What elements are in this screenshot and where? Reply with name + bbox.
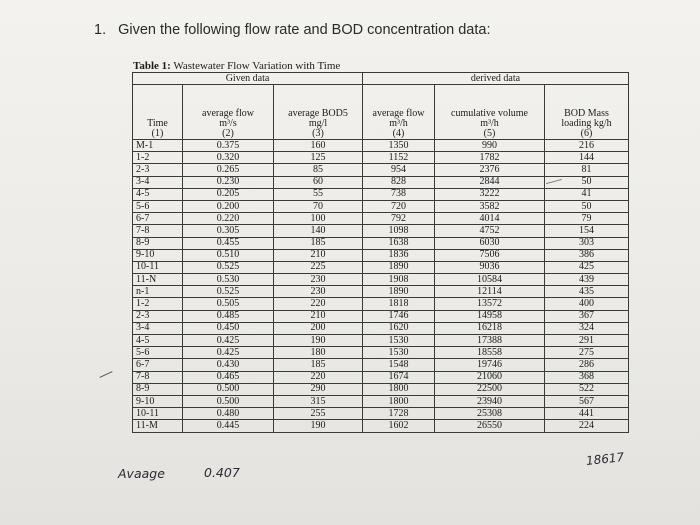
table-row: [133, 335, 629, 347]
table-cell: 400: [545, 298, 629, 310]
question-text: Given the following flow rate and BOD concentration data:: [118, 22, 491, 38]
table-cell: 11-N: [133, 274, 183, 286]
table-cell: 522: [545, 383, 629, 395]
table-row: [133, 188, 629, 200]
table-cell: 7-8: [133, 371, 183, 383]
table-cell: 1800: [363, 395, 435, 407]
column-header-line: (3): [312, 128, 324, 139]
table-cell: 0.445: [183, 420, 274, 432]
table-cell: 25308: [435, 408, 545, 420]
table-cell: 160: [274, 140, 363, 152]
table-cell: 315: [274, 395, 363, 407]
table-cell: 255: [274, 408, 363, 420]
table-cell: 10-11: [133, 408, 183, 420]
question-number: 1.: [94, 22, 107, 38]
column-header-line: m³/s: [219, 118, 237, 129]
margin-pen-mark: [99, 371, 112, 378]
table-cell: 3-4: [133, 176, 183, 188]
column-header-line: loading kg/h: [561, 118, 612, 129]
table-cell: 567: [545, 395, 629, 407]
table-row: [133, 164, 629, 176]
table-cell: 0.505: [183, 298, 274, 310]
table-cell: 4014: [435, 213, 545, 225]
column-header: [183, 85, 274, 140]
table-cell: 12114: [435, 286, 545, 298]
table-cell: 0.485: [183, 310, 274, 322]
table-cell: 303: [545, 237, 629, 249]
table-cell: 0.305: [183, 225, 274, 237]
table-cell: 5-6: [133, 200, 183, 212]
table-row: [133, 298, 629, 310]
table-cell: 10-11: [133, 261, 183, 273]
table-caption-label: Table 1:: [133, 60, 171, 72]
handwritten-average-value: 0.407: [204, 465, 240, 480]
table-cell: 6-7: [133, 359, 183, 371]
table-cell: 190: [274, 335, 363, 347]
table-row: [133, 383, 629, 395]
table-cell: 290: [274, 383, 363, 395]
question-line: [94, 22, 490, 38]
table-cell: 5-6: [133, 347, 183, 359]
group-header-derived: derived data: [363, 73, 629, 85]
table-cell: 0.450: [183, 322, 274, 334]
table-cell: 125: [274, 152, 363, 164]
column-header-line: (2): [222, 128, 234, 139]
column-header-line: m³/h: [389, 118, 408, 129]
table-row: [133, 200, 629, 212]
table-cell: 990: [435, 140, 545, 152]
table-cell: 100: [274, 213, 363, 225]
table-cell: 6030: [435, 237, 545, 249]
table-cell: 0.510: [183, 249, 274, 261]
table-cell: 1098: [363, 225, 435, 237]
table-cell: 0.480: [183, 408, 274, 420]
table-cell: 21060: [435, 371, 545, 383]
table-cell: 7506: [435, 249, 545, 261]
table-cell: 1620: [363, 322, 435, 334]
table-cell: 0.200: [183, 200, 274, 212]
table-cell: 9036: [435, 261, 545, 273]
flow-bod-table: [132, 72, 629, 433]
table-cell: 1782: [435, 152, 545, 164]
table-cell: 200: [274, 322, 363, 334]
table-cell: 0.525: [183, 286, 274, 298]
table-cell: 60: [274, 176, 363, 188]
table-row: [133, 286, 629, 298]
table-cell: 275: [545, 347, 629, 359]
table-row: [133, 213, 629, 225]
column-header-row: [133, 85, 629, 140]
table-cell: 4-5: [133, 188, 183, 200]
table-row: [133, 176, 629, 188]
table-row: [133, 249, 629, 261]
table-cell: 0.265: [183, 164, 274, 176]
table-cell: 230: [274, 286, 363, 298]
column-header: [545, 85, 629, 140]
table-cell: 225: [274, 261, 363, 273]
table-cell: 2-3: [133, 310, 183, 322]
table-cell: 210: [274, 249, 363, 261]
table-cell: 16218: [435, 322, 545, 334]
table-cell: 2376: [435, 164, 545, 176]
table-cell: 0.425: [183, 335, 274, 347]
table-cell: 144: [545, 152, 629, 164]
table-cell: 14958: [435, 310, 545, 322]
table-cell: 0.525: [183, 261, 274, 273]
column-header-line: Time: [147, 118, 168, 129]
table-cell: 7-8: [133, 225, 183, 237]
table-cell: 0.500: [183, 395, 274, 407]
table-cell: 26550: [435, 420, 545, 432]
table-cell: 954: [363, 164, 435, 176]
table-cell: 230: [274, 274, 363, 286]
column-header: [363, 85, 435, 140]
table-caption: [133, 60, 340, 72]
table-row: [133, 395, 629, 407]
table-cell: 1152: [363, 152, 435, 164]
table-cell: 0.530: [183, 274, 274, 286]
table-cell: 55: [274, 188, 363, 200]
table-cell: 19746: [435, 359, 545, 371]
table-cell: 738: [363, 188, 435, 200]
table-cell: 0.220: [183, 213, 274, 225]
table-cell: 70: [274, 200, 363, 212]
table-cell: 3222: [435, 188, 545, 200]
table-row: [133, 310, 629, 322]
table-cell: 50: [545, 176, 629, 188]
table-cell: 6-7: [133, 213, 183, 225]
column-header: [133, 85, 183, 140]
table-cell: 720: [363, 200, 435, 212]
table-row: [133, 140, 629, 152]
table-cell: 3582: [435, 200, 545, 212]
table-cell: 291: [545, 335, 629, 347]
table-row: [133, 237, 629, 249]
table-cell: 828: [363, 176, 435, 188]
table-cell: 1800: [363, 383, 435, 395]
table-cell: 190: [274, 420, 363, 432]
table-cell: 425: [545, 261, 629, 273]
table-row: [133, 359, 629, 371]
table-cell: 1728: [363, 408, 435, 420]
handwritten-bod-total: 18617: [585, 450, 625, 468]
table-cell: 8-9: [133, 383, 183, 395]
table-cell: 439: [545, 274, 629, 286]
table-cell: 0.375: [183, 140, 274, 152]
table-cell: 10584: [435, 274, 545, 286]
table-cell: 1350: [363, 140, 435, 152]
table-cell: 185: [274, 237, 363, 249]
table-cell: 140: [274, 225, 363, 237]
table-row: [133, 322, 629, 334]
column-header: [435, 85, 545, 140]
column-header-line: cumulative volume: [451, 108, 528, 119]
table-cell: 81: [545, 164, 629, 176]
table-row: [133, 371, 629, 383]
column-header-line: (4): [392, 128, 405, 139]
table-cell: 0.320: [183, 152, 274, 164]
table-row: [133, 347, 629, 359]
table-cell: 1674: [363, 371, 435, 383]
table-cell: 4752: [435, 225, 545, 237]
table-cell: 0.465: [183, 371, 274, 383]
table-cell: 792: [363, 213, 435, 225]
table-cell: 11-M: [133, 420, 183, 432]
table-cell: 85: [274, 164, 363, 176]
table-cell: 1890: [363, 286, 435, 298]
table-cell: 0.455: [183, 237, 274, 249]
table-cell: 154: [545, 225, 629, 237]
table-cell: 286: [545, 359, 629, 371]
column-header-line: average flow: [372, 108, 425, 119]
table-cell: 1890: [363, 261, 435, 273]
column-header-line: m³/h: [480, 118, 499, 129]
column-header-line: BOD Mass: [564, 108, 609, 119]
column-header: [274, 85, 363, 140]
table-cell: 2-3: [133, 164, 183, 176]
table-cell: 1602: [363, 420, 435, 432]
column-header-line: mg/l: [308, 118, 328, 129]
column-header-line: (6): [580, 128, 593, 139]
column-header-line: (1): [151, 128, 164, 139]
table-cell: 0.205: [183, 188, 274, 200]
table-caption-text: Wastewater Flow Variation with Time: [170, 60, 341, 72]
column-header-line: average BOD5: [288, 108, 348, 119]
table-cell: 220: [274, 298, 363, 310]
table-cell: 3-4: [133, 322, 183, 334]
table-cell: 386: [545, 249, 629, 261]
table-cell: 1548: [363, 359, 435, 371]
table-cell: 216: [545, 140, 629, 152]
table-cell: 1908: [363, 274, 435, 286]
table-cell: 1836: [363, 249, 435, 261]
group-header-given: Given data: [133, 73, 363, 85]
table-cell: 1818: [363, 298, 435, 310]
table-cell: 435: [545, 286, 629, 298]
table-cell: 2844: [435, 176, 545, 188]
table-cell: 0.430: [183, 359, 274, 371]
table-cell: 220: [274, 371, 363, 383]
table-row: [133, 225, 629, 237]
handwritten-average-label: Avaage: [118, 466, 165, 481]
table-cell: 0.230: [183, 176, 274, 188]
table-cell: 1530: [363, 347, 435, 359]
table-cell: 8-9: [133, 237, 183, 249]
table-cell: n-1: [133, 286, 183, 298]
table-cell: 9-10: [133, 249, 183, 261]
column-header-line: average flow: [202, 108, 254, 119]
table-cell: 180: [274, 347, 363, 359]
table-row: [133, 274, 629, 286]
table-cell: 0.425: [183, 347, 274, 359]
column-header-line: (5): [483, 128, 496, 139]
table-cell: 13572: [435, 298, 545, 310]
table-cell: 23940: [435, 395, 545, 407]
table-cell: 368: [545, 371, 629, 383]
table-cell: 22500: [435, 383, 545, 395]
table-cell: 0.500: [183, 383, 274, 395]
table-row: [133, 152, 629, 164]
table-cell: 1-2: [133, 298, 183, 310]
table-cell: 41: [545, 188, 629, 200]
table-row: [133, 408, 629, 420]
table-cell: 1746: [363, 310, 435, 322]
table-row: [133, 420, 629, 432]
table-cell: 9-10: [133, 395, 183, 407]
table-cell: 224: [545, 420, 629, 432]
table-cell: 367: [545, 310, 629, 322]
table-cell: 1638: [363, 237, 435, 249]
table-cell: 1530: [363, 335, 435, 347]
table-cell: 185: [274, 359, 363, 371]
table-row: [133, 261, 629, 273]
table-cell: 50: [545, 200, 629, 212]
table-cell: 79: [545, 213, 629, 225]
table-cell: 4-5: [133, 335, 183, 347]
table-cell: 441: [545, 408, 629, 420]
table-cell: 210: [274, 310, 363, 322]
table-cell: 17388: [435, 335, 545, 347]
table-body: [133, 140, 629, 433]
table-cell: 1-2: [133, 152, 183, 164]
table-cell: 18558: [435, 347, 545, 359]
table-cell: 324: [545, 322, 629, 334]
table-cell: M-1: [133, 140, 183, 152]
